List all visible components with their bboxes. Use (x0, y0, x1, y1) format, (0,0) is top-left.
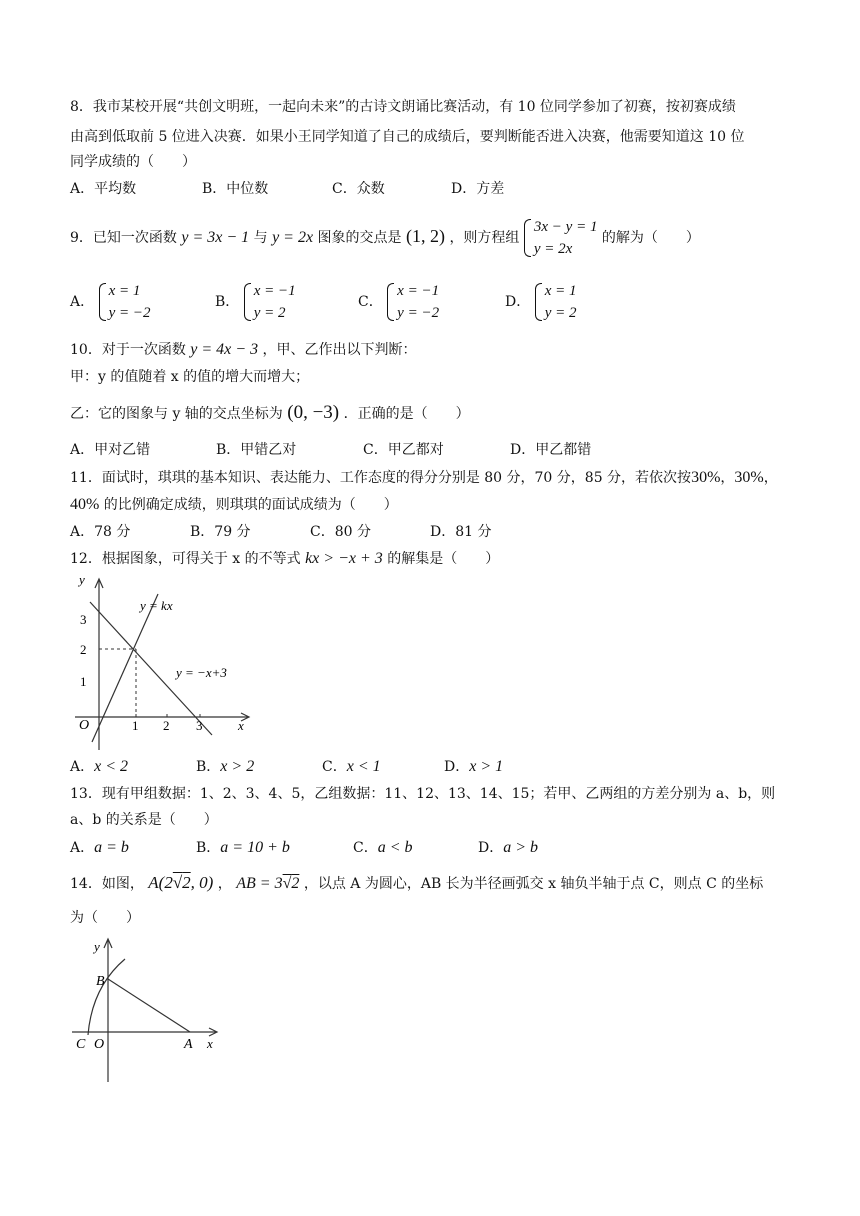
q12-y-tick-3: 3 (80, 612, 87, 627)
q14-point-a (148, 873, 213, 892)
q11-line2 (70, 495, 398, 515)
q12-option-b-label: B． (196, 759, 221, 775)
q8-option-a[interactable]: A．平均数 (70, 181, 137, 197)
q12-graph (70, 572, 255, 750)
q12-option-a[interactable] (70, 757, 128, 777)
q12-prefix: 12．根据图象，可得关于 x 的不等式 (70, 551, 301, 567)
q9-intersection-point: (1, 2) (405, 226, 445, 246)
q13-option-b[interactable] (196, 838, 290, 858)
q11-percent-3: 40% (70, 496, 100, 513)
q14-x-axis-label: x (207, 1036, 213, 1051)
q14-origin-label: O (94, 1037, 105, 1052)
q12-option-b-expr: x > 2 (220, 758, 255, 775)
q13-line1: 13．现有甲组数据：1、2、3、4、5，乙组数据：11、12、13、14、15；若甲、乙两组的方差分别为 a、b，则 (70, 786, 776, 802)
q9-option-c-label: C． (358, 294, 383, 310)
q9-option-c[interactable] (358, 280, 439, 324)
q10-prefix: 10．对于一次函数 (70, 342, 186, 358)
q10-option-c[interactable]: C．甲乙都对 (363, 442, 444, 458)
q12-y-tick-1: 1 (80, 674, 87, 689)
q12-label-kx: y = kx (140, 598, 173, 613)
q13-option-d[interactable] (478, 838, 538, 858)
q14-segment-ab (108, 979, 190, 1032)
q10-option-d[interactable]: D．甲乙都错 (510, 442, 592, 458)
q13-option-a-expr: a = b (94, 839, 129, 856)
q12-label-neg-x-plus-3: y = −x+3 (176, 665, 227, 680)
q14-point-b-label: B (96, 974, 105, 989)
q10-intercept-point: (0, −3) (287, 402, 340, 423)
q14-ab-pre: AB = 3 (236, 875, 283, 892)
q13-option-c-expr: a < b (377, 839, 413, 856)
q13-option-d-label: D． (478, 840, 504, 856)
q8-option-d[interactable]: D．方差 (451, 181, 505, 197)
q13-option-b-expr: a = 10 + b (220, 839, 290, 856)
q10-line2: 甲：y 的值随着 x 的值的增大而增大； (70, 369, 310, 385)
q14-point-a-radicand: 2 (182, 873, 191, 892)
q10-line3 (70, 400, 470, 427)
q13-option-c[interactable] (353, 838, 413, 858)
q9-option-d-line1: x = 1 (544, 283, 577, 299)
q11-option-c[interactable]: C．80 分 (310, 524, 371, 540)
q9-option-a[interactable] (70, 280, 150, 324)
q9-equation-system (524, 216, 598, 260)
q10-option-a[interactable]: A．甲对乙错 (70, 442, 151, 458)
q9-option-b-line2: y = 2 (253, 305, 286, 321)
q11-line1-text: 11．面试时，琪琪的基本知识、表达能力、工作态度的得分分别是 80 分，70 分，85 分，若依次按 (70, 470, 692, 486)
q12-option-b[interactable] (196, 757, 254, 777)
q9-function-2: y = 2x (272, 229, 314, 246)
q12-y-axis-label: y (79, 572, 85, 587)
q11-option-d[interactable]: D．81 分 (430, 524, 492, 540)
q12-option-d-label: D． (444, 759, 470, 775)
q9-function-1: y = 3x − 1 (181, 229, 250, 246)
q9-prefix: 9．已知一次函数 (70, 230, 177, 246)
q14-point-a-pre: A(2 (148, 873, 173, 892)
q9-system-line-1: 3x − y = 1 (533, 219, 598, 235)
q8-line2: 由高到低取前 5 位进入决赛．如果小王同学知道了自己的成绩后，要判断能否进入决赛，他需要知道这 10 位 (70, 129, 745, 145)
q14-point-c-label: C (76, 1037, 86, 1052)
q12-option-c-expr: x < 1 (346, 758, 381, 775)
q14-comma: ， (217, 876, 232, 892)
q9-option-d-system (535, 280, 577, 324)
q9-option-b-line1: x = −1 (253, 283, 296, 299)
q12-inequality: kx > −x + 3 (305, 550, 383, 567)
q11-option-a[interactable]: A．78 分 (70, 524, 131, 540)
q10-suffix: ，甲、乙作出以下判断： (262, 342, 417, 358)
q13-option-c-label: C． (353, 840, 378, 856)
q9-option-b-label: B． (215, 294, 240, 310)
q8-option-b[interactable]: B．中位数 (202, 181, 269, 197)
q9-connector-3: ，则方程组 (449, 230, 520, 246)
q13-option-b-label: B． (196, 840, 221, 856)
q13-option-d-expr: a > b (503, 839, 539, 856)
q12-option-c[interactable] (322, 757, 381, 777)
q13-line2: a、b 的关系是（ ） (70, 812, 218, 828)
q9-option-a-line1: x = 1 (108, 283, 141, 299)
q10-option-b[interactable]: B．甲错乙对 (216, 442, 297, 458)
q12-y-tick-2: 2 (80, 642, 87, 657)
q14-point-a-sqrt: √2 (172, 873, 191, 892)
q9-option-c-line2: y = −2 (397, 305, 440, 321)
q11-percent-1: 30% (691, 469, 721, 486)
q12-x-tick-1: 1 (132, 718, 139, 733)
q9-option-a-label: A． (70, 294, 95, 310)
q12-stem (70, 549, 499, 569)
q14-arc (88, 959, 125, 1035)
q11-separator-1: ， (720, 470, 735, 486)
q10-line3-prefix: 乙：它的图象与 y 轴的交点坐标为 (70, 406, 283, 422)
q12-option-c-label: C． (322, 759, 347, 775)
q12-suffix: 的解集是（ ） (387, 551, 500, 567)
q12-x-tick-2: 2 (163, 718, 170, 733)
q12-x-tick-3: 3 (196, 718, 203, 733)
q9-option-d[interactable] (505, 280, 576, 324)
q14-y-axis-label: y (94, 939, 100, 954)
q14-line2: 为（ ） (70, 910, 140, 926)
q10-line1 (70, 340, 417, 360)
q9-suffix: 的解为（ ） (601, 230, 700, 246)
q14-graph (70, 935, 230, 1085)
q9-connector-1: 与 (253, 230, 268, 246)
q12-option-a-expr: x < 2 (94, 758, 129, 775)
q12-option-d[interactable] (444, 757, 503, 777)
q9-option-d-label: D． (505, 294, 531, 310)
q14-ab-length (236, 875, 299, 892)
q9-option-d-line2: y = 2 (544, 305, 577, 321)
q9-option-b[interactable] (215, 280, 296, 324)
q9-option-a-system (99, 280, 151, 324)
q11-line2-text: 的比例确定成绩，则琪琪的面试成绩为（ ） (103, 497, 398, 513)
q13-option-a-label: A． (70, 840, 95, 856)
q12-option-d-expr: x > 1 (469, 758, 504, 775)
q9-option-a-line2: y = −2 (108, 305, 151, 321)
q12-line-kx (92, 594, 158, 742)
q12-origin-label: O (79, 718, 90, 733)
q14-point-a-post: , 0) (190, 873, 214, 892)
q11-percent-2: 30% (734, 469, 764, 486)
q14-line1 (70, 869, 763, 898)
q12-option-a-label: A． (70, 759, 95, 775)
q8-line1: 8．我市某校开展“共创文明班，一起向未来”的古诗文朗诵比赛活动，有 10 位同学参加了初赛，按初赛成绩 (70, 99, 736, 115)
q8-option-c[interactable]: C．众数 (332, 181, 385, 197)
q14-ab-sqrt: √2 (282, 875, 300, 892)
q9-connector-2: 图象的交点是 (317, 230, 402, 246)
q10-line3-suffix: ．正确的是（ ） (343, 406, 470, 422)
q8-line3: 同学成绩的（ ） (70, 154, 196, 170)
q14-suffix: ，以点 A 为圆心，AB 长为半径画弧交 x 轴负半轴于点 C，则点 C 的坐标 (303, 876, 764, 892)
q13-option-a[interactable] (70, 838, 129, 858)
q11-separator-2: ， (763, 470, 778, 486)
q14-ab-radicand: 2 (291, 875, 300, 892)
q9-option-b-system (244, 280, 296, 324)
q14-prefix: 14．如图， (70, 876, 144, 892)
q9-option-c-line1: x = −1 (397, 283, 440, 299)
q11-option-b[interactable]: B．79 分 (190, 524, 251, 540)
q11-line1 (70, 468, 778, 488)
q12-x-axis-label: x (238, 718, 244, 733)
q9-system-line-2: y = 2x (533, 241, 573, 257)
q9-stem (70, 212, 700, 262)
q9-option-c-system (387, 280, 439, 324)
q14-point-a-label: A (184, 1037, 193, 1052)
q10-function: y = 4x − 3 (190, 341, 259, 358)
